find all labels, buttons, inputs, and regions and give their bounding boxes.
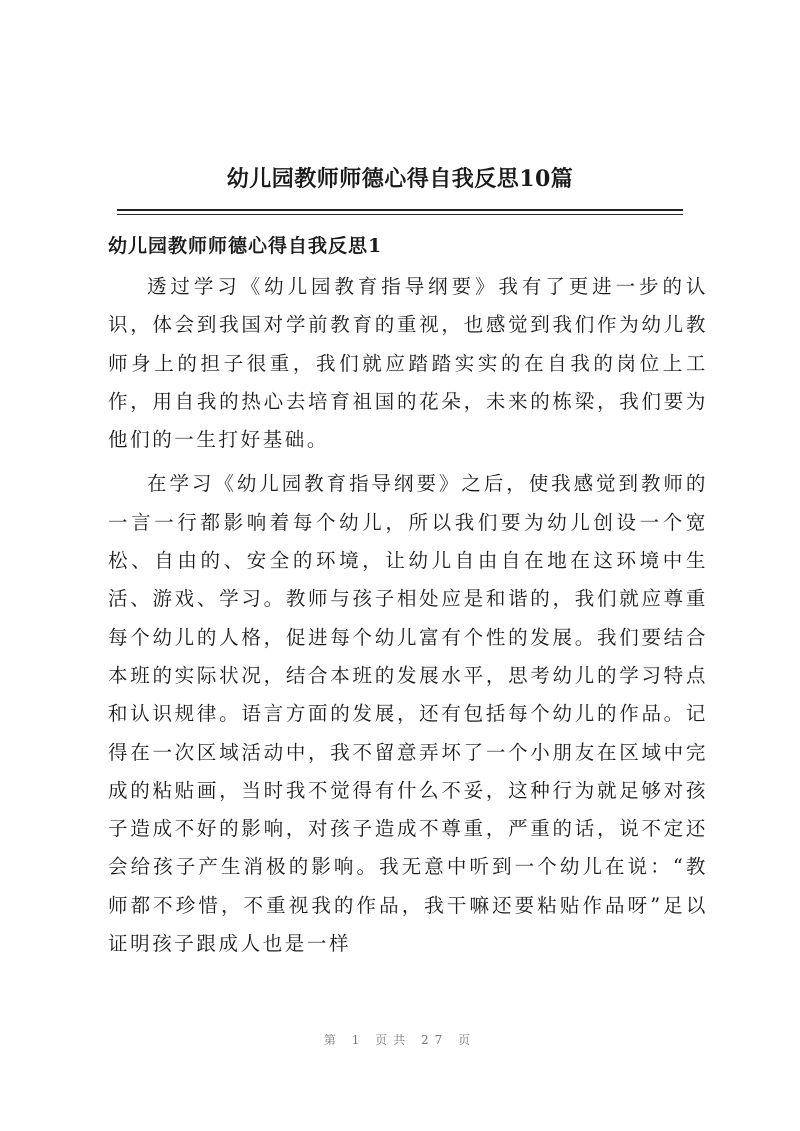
- section-heading: 幼儿园教师师德心得自我反思1: [108, 235, 383, 257]
- page-number-footer: 第 1 页共 27 页: [323, 1033, 477, 1047]
- title-divider-thin: [117, 214, 683, 215]
- body-text: [108, 268, 708, 969]
- document-title: 幼儿园教师师德心得自我反思10篇: [226, 166, 574, 192]
- title-divider: [117, 209, 683, 211]
- paragraph-1: 透过学习《幼儿园教育指导纲要》我有了更进一步的认识，体会到我国对学前教育的重视，也感觉到我们作为幼儿教师身上的担子很重，我们就应踏踏实实的在自我的岗位上工作，用自我的热心去培育祖国的花朵，未来的栋梁，我们要为他们的一生打好基础。: [108, 275, 708, 452]
- paragraph-2: 在学习《幼儿园教育指导纲要》之后，使我感觉到教师的一言一行都影响着每个幼儿，所以我们要为幼儿创设一个宽松、自由的、安全的环境，让幼儿自由自在地在这环境中生活、游戏、学习。教师与孩子相处应是和谐的，我们就应尊重每个幼儿的人格，促进每个幼儿富有个性的发展。我们要结合本班的实际状况，结合本班的发展水平，思考幼儿的学习特点和认识规律。语言方面的发展，还有包括每个幼儿的作品。记得在一次区域活动中，我不留意弄坏了一个小朋友在区域中完成的粘贴画，当时我不觉得有什么不妥，这种行为就足够对孩子造成不好的影响，对孩子造成不尊重，严重的话，说不定还会给孩子产生消极的影响。我无意中听到一个幼儿在说：“教师都不珍惜，不重视我的作品，我干嘛还要粘贴作品呀”足以证明孩子跟成人也是一样: [108, 472, 708, 956]
